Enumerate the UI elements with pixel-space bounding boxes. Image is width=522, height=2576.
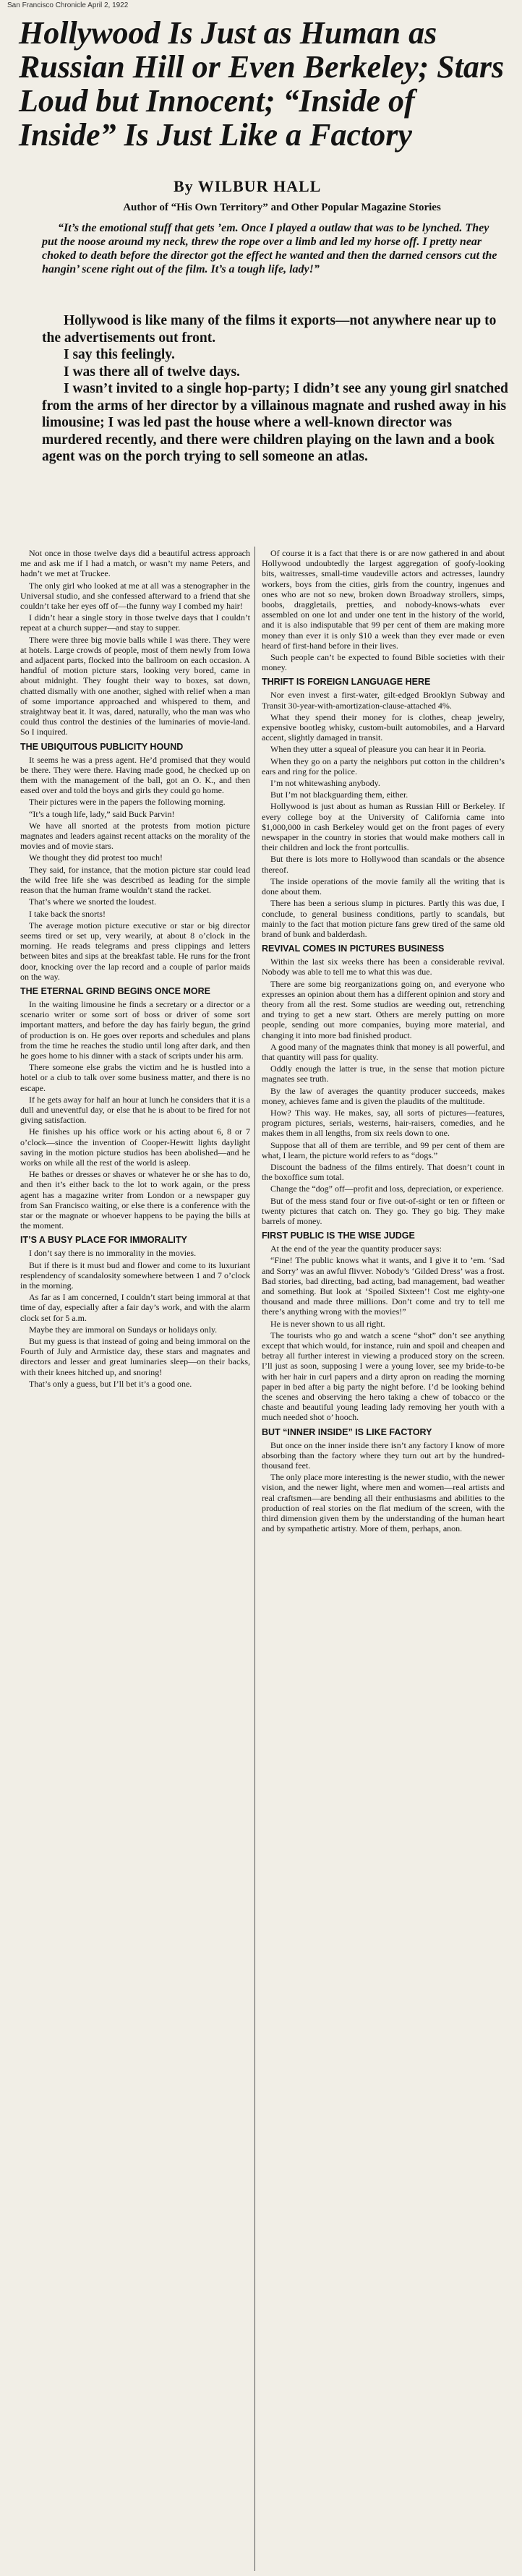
body-paragraph: There were three big movie balls while I was there. They were at hotels. Large crowds of people, most of them newly from Iowa and adjacent parts, flocked into the ballroom on each occasion. A handful of motion picture stars, looking very bored, came in about midnight. They fought their way to boxes, sat down, chatted dismally with one another, sighed with relief when a man of some importance approached and whispered to them, and straightway beat it. It was, dared, naturally, who the man was who could thus control the destinies of the luminaries of movie-land. So I inquired. [20, 634, 250, 737]
subhead: IT’S A BUSY PLACE FOR IMMORALITY [20, 1235, 187, 1246]
body-paragraph: What they spend their money for is clothes, cheap jewelry, expensive bootleg whisky, custom-built automobiles, and a Harvard accent, slightly damaged in transit. [262, 711, 505, 743]
body-paragraph: Discount the badness of the films entirely. That doesn’t count in the boxoffice sum total. [262, 1161, 505, 1183]
body-paragraph: But my guess is that instead of going and being immoral on the Fourth of July and Armistice day, these stars and magnates and directors and lesser and great luminaries sleep—on their backs, with their knees hitched up, and snoring! [20, 1336, 250, 1377]
headline: Hollywood Is Just as Human as Russian Hill or Even Berkeley; Stars Loud but Innocent; “Inside of Inside” Is Just Like a Factory [19, 15, 505, 153]
body-paragraph: There has been a serious slump in pictures. Partly this was due, I conclude, to general business conditions, partly to scandals, but mainly to the fact that motion picture fans grew tired of the same old brand of bunk and balderdash. [262, 898, 505, 939]
lead-paragraph: I wasn’t invited to a single hop-party; I didn’t see any young girl snatched from the arms of her director by a villainous magnate and rushed away in his limousine; I was led past the house where a well-known director was murdered recently, and there were children playing on the lawn and a book agent was on the porch trying to sell someone an atlas. [42, 381, 508, 464]
body-paragraph: Oddly enough the latter is true, in the sense that motion picture magnates see truth. [262, 1064, 505, 1084]
body-paragraph: But of the mess stand four or five out-of-sight or ten or fifteen or twenty pictures that catch on. They go. They go big. They make barrels of money. [262, 1195, 505, 1226]
body-paragraph: But if there is it must bud and flower and come to its luxuriant resplendency of scandalosity somewhere between 1 and 7 o’clock in the morning. [20, 1259, 250, 1291]
intro-quote: “It’s the emotional stuff that gets ’em. Once I played a outlaw that was to be lynched. They put the noose around my neck, threw the rope over a limb and led my horse off. I pretty near choked to death before the director got the effect he wanted and then the darned censors cut the hangin’ scene right out of the film. It’s a tough life, lady!” [42, 222, 497, 275]
lead-paragraph: Hollywood is like many of the films it exports—not anywhere near up to the advertisements out front. [42, 313, 497, 346]
body-paragraph: That’s where we snorted the loudest. [29, 897, 156, 907]
lead-paragraph: I say this feelingly. [64, 347, 175, 362]
body-paragraph: Such people can’t be expected to found Bible societies with their money. [262, 652, 505, 673]
body-paragraph: But I’m not blackguarding them, either. [270, 790, 408, 800]
body-paragraph: But there is lots more to Hollywood than scandals or the absence thereof. [262, 854, 505, 875]
body-paragraph: Nor even invest a first-water, gilt-edged Brooklyn Subway and Transit 30-year-with-amortization-clause-attached 4%. [262, 690, 505, 711]
body-paragraph: We thought they did protest too much! [29, 852, 163, 863]
subhead: REVIVAL COMES IN PICTURES BUSINESS [262, 943, 445, 954]
subhead: THE UBIQUITOUS PUBLICITY HOUND [20, 741, 184, 752]
body-paragraph: There someone else grabs the victim and he is hustled into a hotel or a club to talk over some business matter, and there is no escape. [20, 1062, 250, 1093]
body-paragraph: That’s only a guess, but I’ll bet it’s a good one. [29, 1378, 192, 1389]
body-paragraph: As far as I am concerned, I couldn’t start being immoral at that time of day, especially after a fair day’s work, and with the alarm clock set for 5 a.m. [20, 1292, 250, 1323]
body-paragraph: Suppose that all of them are terrible, and 99 per cent of them are what, I learn, the picture world refers to as “dogs.” [262, 1139, 505, 1160]
body-paragraph: The average motion picture executive or star or big director seems tired or set up, very wearily, at about 8 o’clock in the morning. He reads telegrams and press clippings and letters between bites and sips at the breakfast table. He runs for the front door, knocking over the lap record and a couple of parlor maids on the way. [20, 920, 250, 982]
body-paragraph: Within the last six weeks there has been a considerable revival. Nobody was able to tell me to what this was due. [262, 957, 505, 977]
masthead: San Francisco Chronicle April 2, 1922 [7, 1, 129, 9]
subhead: BUT “INNER INSIDE” IS LIKE FACTORY [262, 1426, 432, 1437]
column-rule [254, 547, 255, 2571]
body-paragraph: By the law of averages the quantity producer succeeds, makes money, achieves fame and is given the plaudits of the multitude. [262, 1085, 505, 1106]
right-column [262, 548, 505, 2572]
body-paragraph: The tourists who go and watch a scene “shot” don’t see anything except that which would, for instance, ruin and spoil and cheapen and betray all further interest in viewing a produced story on the screen. I’ll just as soon, supposing I were a young lover, see my bride-to-be with her hair in curl papers and a dirty apron on reading the morning paper in bed after a big party the night before. I’d be looking behind the scenes and observing the hero taking a chew of tobacco or the chaste and beautiful young leading lady removing her youth with a much needed shot o’ hooch. [262, 1330, 505, 1423]
body-paragraph: How? This way. He makes, say, all sorts of pictures—features, program pictures, serials, westerns, hair-raisers, comedies, and he makes them in all lengths, from six reels down to one. [262, 1107, 505, 1139]
body-paragraph: Their pictures were in the papers the following morning. [29, 797, 226, 808]
body-paragraph: “Fine! The public knows what it wants, and I give it to ’em. ‘Sad and Sorry’ was an awful flivver. Nobody’s ‘Gilded Dress’ was a frost. Bad stories, bad directing, bad acting, bad management, bad weather and something. But look at ‘Spoiled Sixteen’! Cost me eighty-one thousand and made three millions. Don’t come and try to tell me there’s anything wrong with the movies!” [262, 1255, 505, 1317]
body-paragraph: We have all snorted at the protests from motion picture magnates and leaders against recent attacks on the morality of the movies and of movie stars. [20, 820, 250, 852]
left-column [20, 548, 250, 2572]
byline: By WILBUR HALL [174, 177, 322, 195]
subhead: FIRST PUBLIC IS THE WISE JUDGE [262, 1231, 415, 1241]
body-paragraph: There are some big reorganizations going on, and everyone who expresses an opinion about them has a different opinion and story and theory from all the rest. Some studios are weeding out, retrenching and trying to get a new start. Others are merely putting on more people, sending out more companies, buying more material, and changing it into more bad finished product. [262, 978, 505, 1040]
lead-paragraph: I was there all of twelve days. [64, 364, 240, 380]
body-paragraph: When they go on a party the neighbors put cotton in the children’s ears and ring for the police. [262, 756, 505, 776]
subhead: THE ETERNAL GRIND BEGINS ONCE MORE [20, 985, 210, 996]
body-paragraph: He finishes up his office work or his acting about 6, 8 or 7 o’clock—since the invention of Cooper-Hewitt lights daylight saving in the motion picture studios has been abolished—and he works on while all the rest of the world is asleep. [20, 1126, 250, 1168]
body-paragraph: A good many of the magnates think that money is all powerful, and that quantity will pass for quality. [262, 1041, 505, 1062]
body-paragraph: “It’s a tough life, lady,” said Buck Parvin! [29, 808, 175, 819]
author-note: Author of “His Own Territory” and Other Popular Magazine Stories [123, 202, 441, 213]
body-paragraph: It seems he was a press agent. He’d promised that they would be there. They were there. Having made good, he checked up on them with the management of the ball, got an O. K., and then eased over and told the boys and girls they could go home. [20, 754, 250, 796]
body-paragraph: Not once in those twelve days did a beautiful actress approach me and ask me if I had a match, or wasn’t my name Peters, and hadn’t we met at Truckee. [20, 548, 250, 579]
body-paragraph: Change the “dog” off—profit and loss, depreciation, or experience. [270, 1184, 504, 1194]
body-paragraph: The only girl who looked at me at all was a stenographer in the Universal studio, and she confessed afterward to a friend that she couldn’t take her eyes off of—the funny way I combed my hair! [20, 580, 250, 612]
body-paragraph: Maybe they are immoral on Sundays or holidays only. [29, 1324, 218, 1335]
subhead: THRIFT IS FOREIGN LANGUAGE HERE [262, 677, 431, 688]
body-paragraph: But once on the inner inside there isn’t any factory I know of more absorbing than the factory where they turn out art by the hundred-thousand feet. [262, 1439, 505, 1471]
body-paragraph: Of course it is a fact that there is or are now gathered in and about Hollywood undoubtedly the largest aggregation of goofy-looking bits, waitresses, small-time vaudeville actors and actresses, laundry workers, boys from the cities, girls from the country, ingenues and ones who are not so new, broken down Broadway strollers, simps, boobs, draggletails, pretties, and nobody-knows-whats ever assembled on one lot and under one tent in the history of the world, and it is also indisputable that 99 per cent of them are making more money than ever it is only $10 a week than they ever made or even heard of first-hand before in their lives. [262, 548, 505, 651]
body-paragraph: I didn’t hear a single story in those twelve days that I couldn’t repeat at a church supper—and stay to supper. [20, 612, 250, 633]
body-paragraph: They said, for instance, that the motion picture star could lead the wild free life she was described as leading for the simple reason that the human frame wouldn’t stand the racket. [20, 864, 250, 896]
body-paragraph: He is never shown to us all right. [270, 1318, 385, 1329]
body-paragraph: I’m not whitewashing anybody. [270, 778, 380, 789]
body-paragraph: In the waiting limousine he finds a secretary or a director or a scenario writer or some sort of boss or driver of some sort important matters, and before the day has fairly begun, the grind of production is on. He goes over reports and schedules and plans from the time he reaches the studio until long after dark, and then he goes home to his dinner with a stack of scripts under his arm. [20, 998, 250, 1061]
body-paragraph: At the end of the year the quantity producer says: [270, 1244, 442, 1254]
body-paragraph: I don’t say there is no immorality in the movies. [29, 1248, 197, 1259]
lead-section [42, 312, 510, 466]
body-paragraph: The only place more interesting is the newer studio, with the newer vision, and the newer light, where men and women—real artists and real craftsmen—are bending all their enthusiasms and abilities to the production of real stories on the flat medium of the screen, with the third dimension given them by the understanding of the human heart and by sympathetic artistry. More of them, perhaps, anon. [262, 1472, 505, 1534]
body-paragraph: I take back the snorts! [29, 908, 106, 919]
body-paragraph: Hollywood is just about as human as Russian Hill or Berkeley. If every college boy at the University of California came into $1,000,000 in cash Berkeley would get on the front pages of every newspaper in the country in stories that would make mothers call in their children and lock the front portcullis. [262, 801, 505, 853]
body-paragraph: He bathes or dresses or shaves or whatever he or she has to do, and then it’s either back to the lot to work again, or the press agent has a magazine writer from London or a newspaper guy from San Francisco waiting, or else there is a conference with the star or the magnate or whoever happens to be paying the bills at the moment. [20, 1169, 250, 1231]
body-paragraph: The inside operations of the movie family all the writing that is done about them. [262, 876, 505, 897]
body-paragraph: If he gets away for half an hour at lunch he considers that it is a dull and uneventful day, or else that he is about to be fired for not giving satisfaction. [20, 1094, 250, 1126]
body-paragraph: When they utter a squeal of pleasure you can hear it in Peoria. [270, 744, 487, 755]
